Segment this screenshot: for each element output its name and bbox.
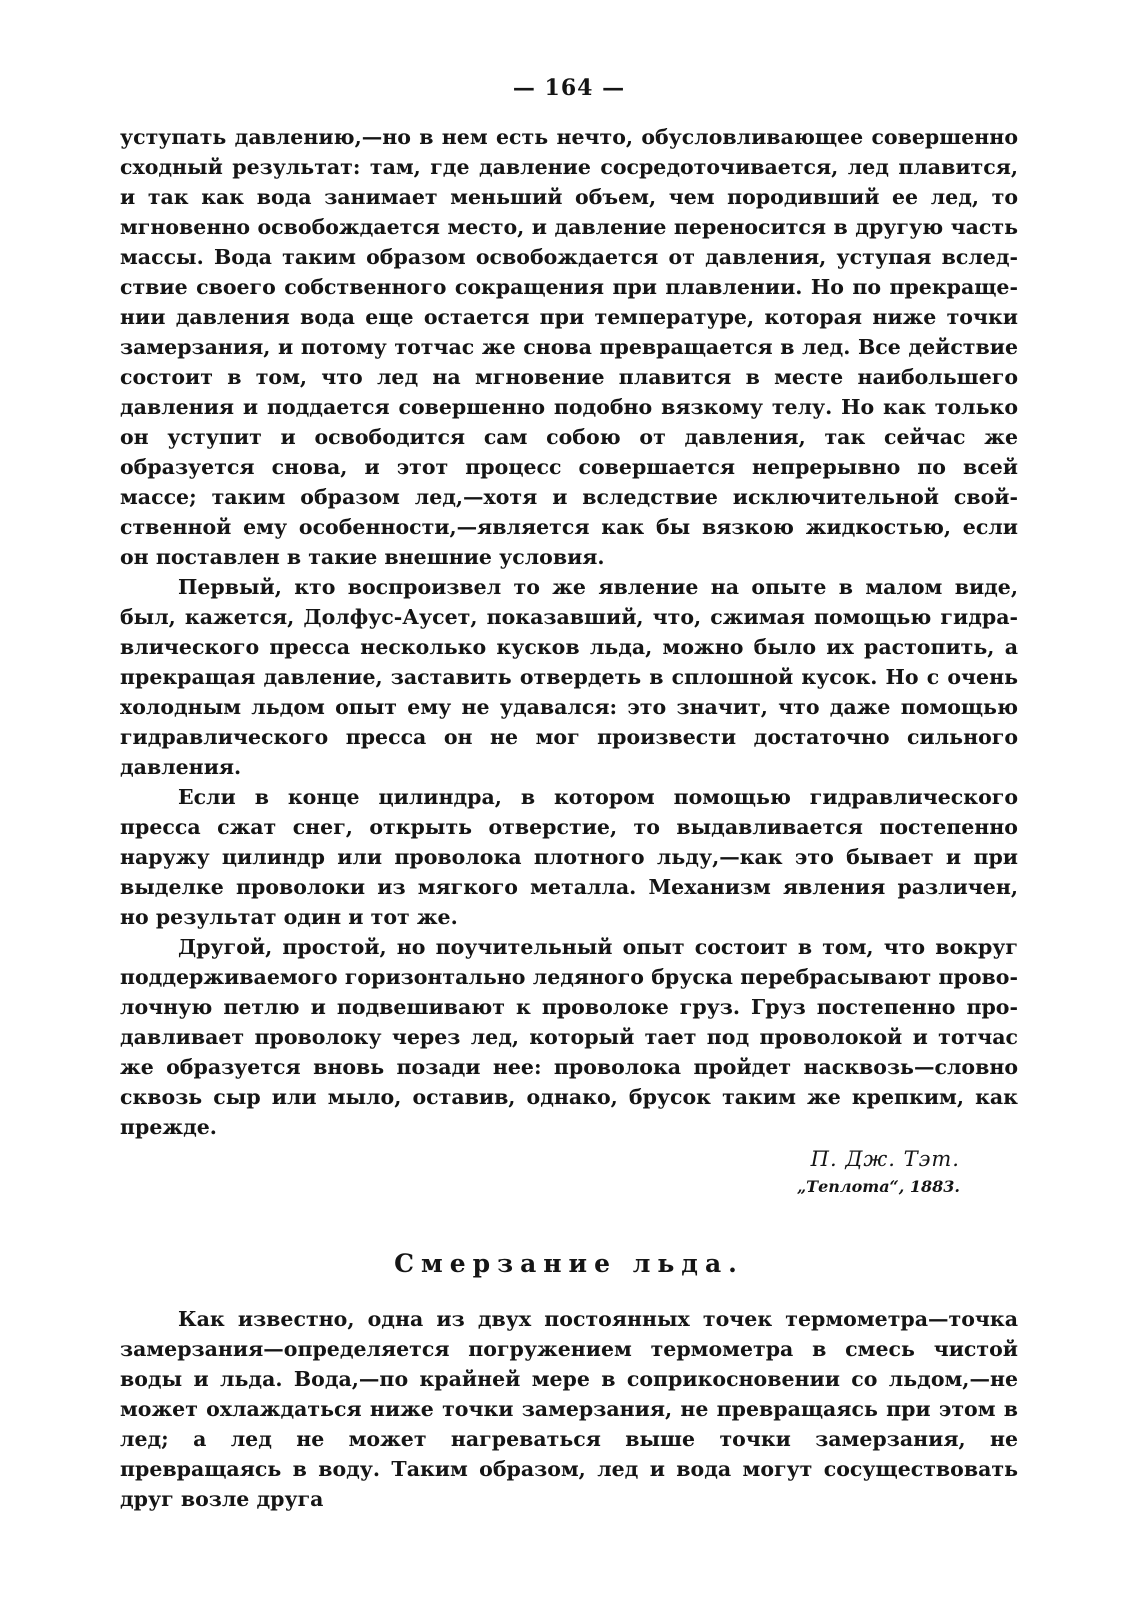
book-page (120, 60, 1018, 1514)
paragraph-dolfus: Первый, кто воспроизвел то же явление на опыте в малом виде, был, кажется, Долфус-Аусет, показавший, что, сжимая помощью гидравлического пресса несколько кусков льда, можно было их растопить, а прекращая давление, заставить отвердеть в сплошной кусок. Но с очень холодным льдом опыт ему не удавался: это значит, что даже помощью гидравлического пресса он не мог произвести достаточно сильного давления. (120, 575, 1018, 779)
page-number: — 164 — (512, 75, 626, 101)
paragraph-cylinder: Если в конце цилиндра, в котором помощью гидравлического пресса сжат снег, открыть отверстие, то выдавливается постепенно наружу цилиндр или проволока плотного льду,—как это бывает и при выделке проволоки из мягкого металла. Механизм явления различен, но результат один и тот же. (120, 785, 1018, 929)
signature (120, 1144, 1018, 1200)
section-heading: Смерзание льда. (394, 1249, 744, 1278)
paragraph-wire-experiment: Другой, простой, но поучительный опыт состоит в том, что вокруг поддерживаемого горизонтально ледяного бруска перебрасывают проволочную петлю и подвешивают к проволоке груз. Груз постепенно продавливает проволоку через лед, который тает под проволокой и тотчас же образуется вновь позади нее: проволока пройдет насквозь—словно сквозь сыр или мыло, оставив, однако, брусок таким же крепким, как прежде. (120, 935, 1018, 1139)
section-paragraph: Как известно, одна из двух постоянных точек термометра—точка замерзания—определяется погружением термометра в смесь чистой воды и льда. Вода,—по крайней мере в соприкосновении со льдом,—не может охлаждаться ниже точки замерзания, не превращаясь при этом в лед; а лед не может нагреваться выше точки замерзания, не превращаясь в воду. Таким образом, лед и вода могут сосуществовать друг возле друга (120, 1307, 1018, 1511)
signature-source: „Теплота“, 1883. (796, 1177, 960, 1196)
paragraph-continued: уступать давлению,—но в нем есть нечто, обусловливающее совершенно сходный результат: там, где давление сосредоточивается, лед плавится, и так как вода занимает меньший объем, чем породивший ее лед, то мгновенно освобождается место, и давление переносится в другую часть массы. Вода таким образом освобождается от давления, уступая вследствие своего собственного сокращения при плавлении. Но по прекращении давления вода еще остается при температуре, которая ниже точки замерзания, и потому тотчас же снова превращается в лед. Все действие состоит в том, что лед на мгновение плавится в месте наибольшего давления и поддается совершенно подобно вязкому телу. Но как только он уступит и освободится сам собою от давления, так сейчас же образуется снова, и этот процесс совершается непрерывно по всей массе; таким образом лед,—хотя и вследствие исключительной свойственной ему особенности,—является как бы вязкою жидкостью, если он поставлен в такие внешние условия. (120, 125, 1018, 569)
signature-author: П. Дж. Тэт. (810, 1147, 960, 1171)
